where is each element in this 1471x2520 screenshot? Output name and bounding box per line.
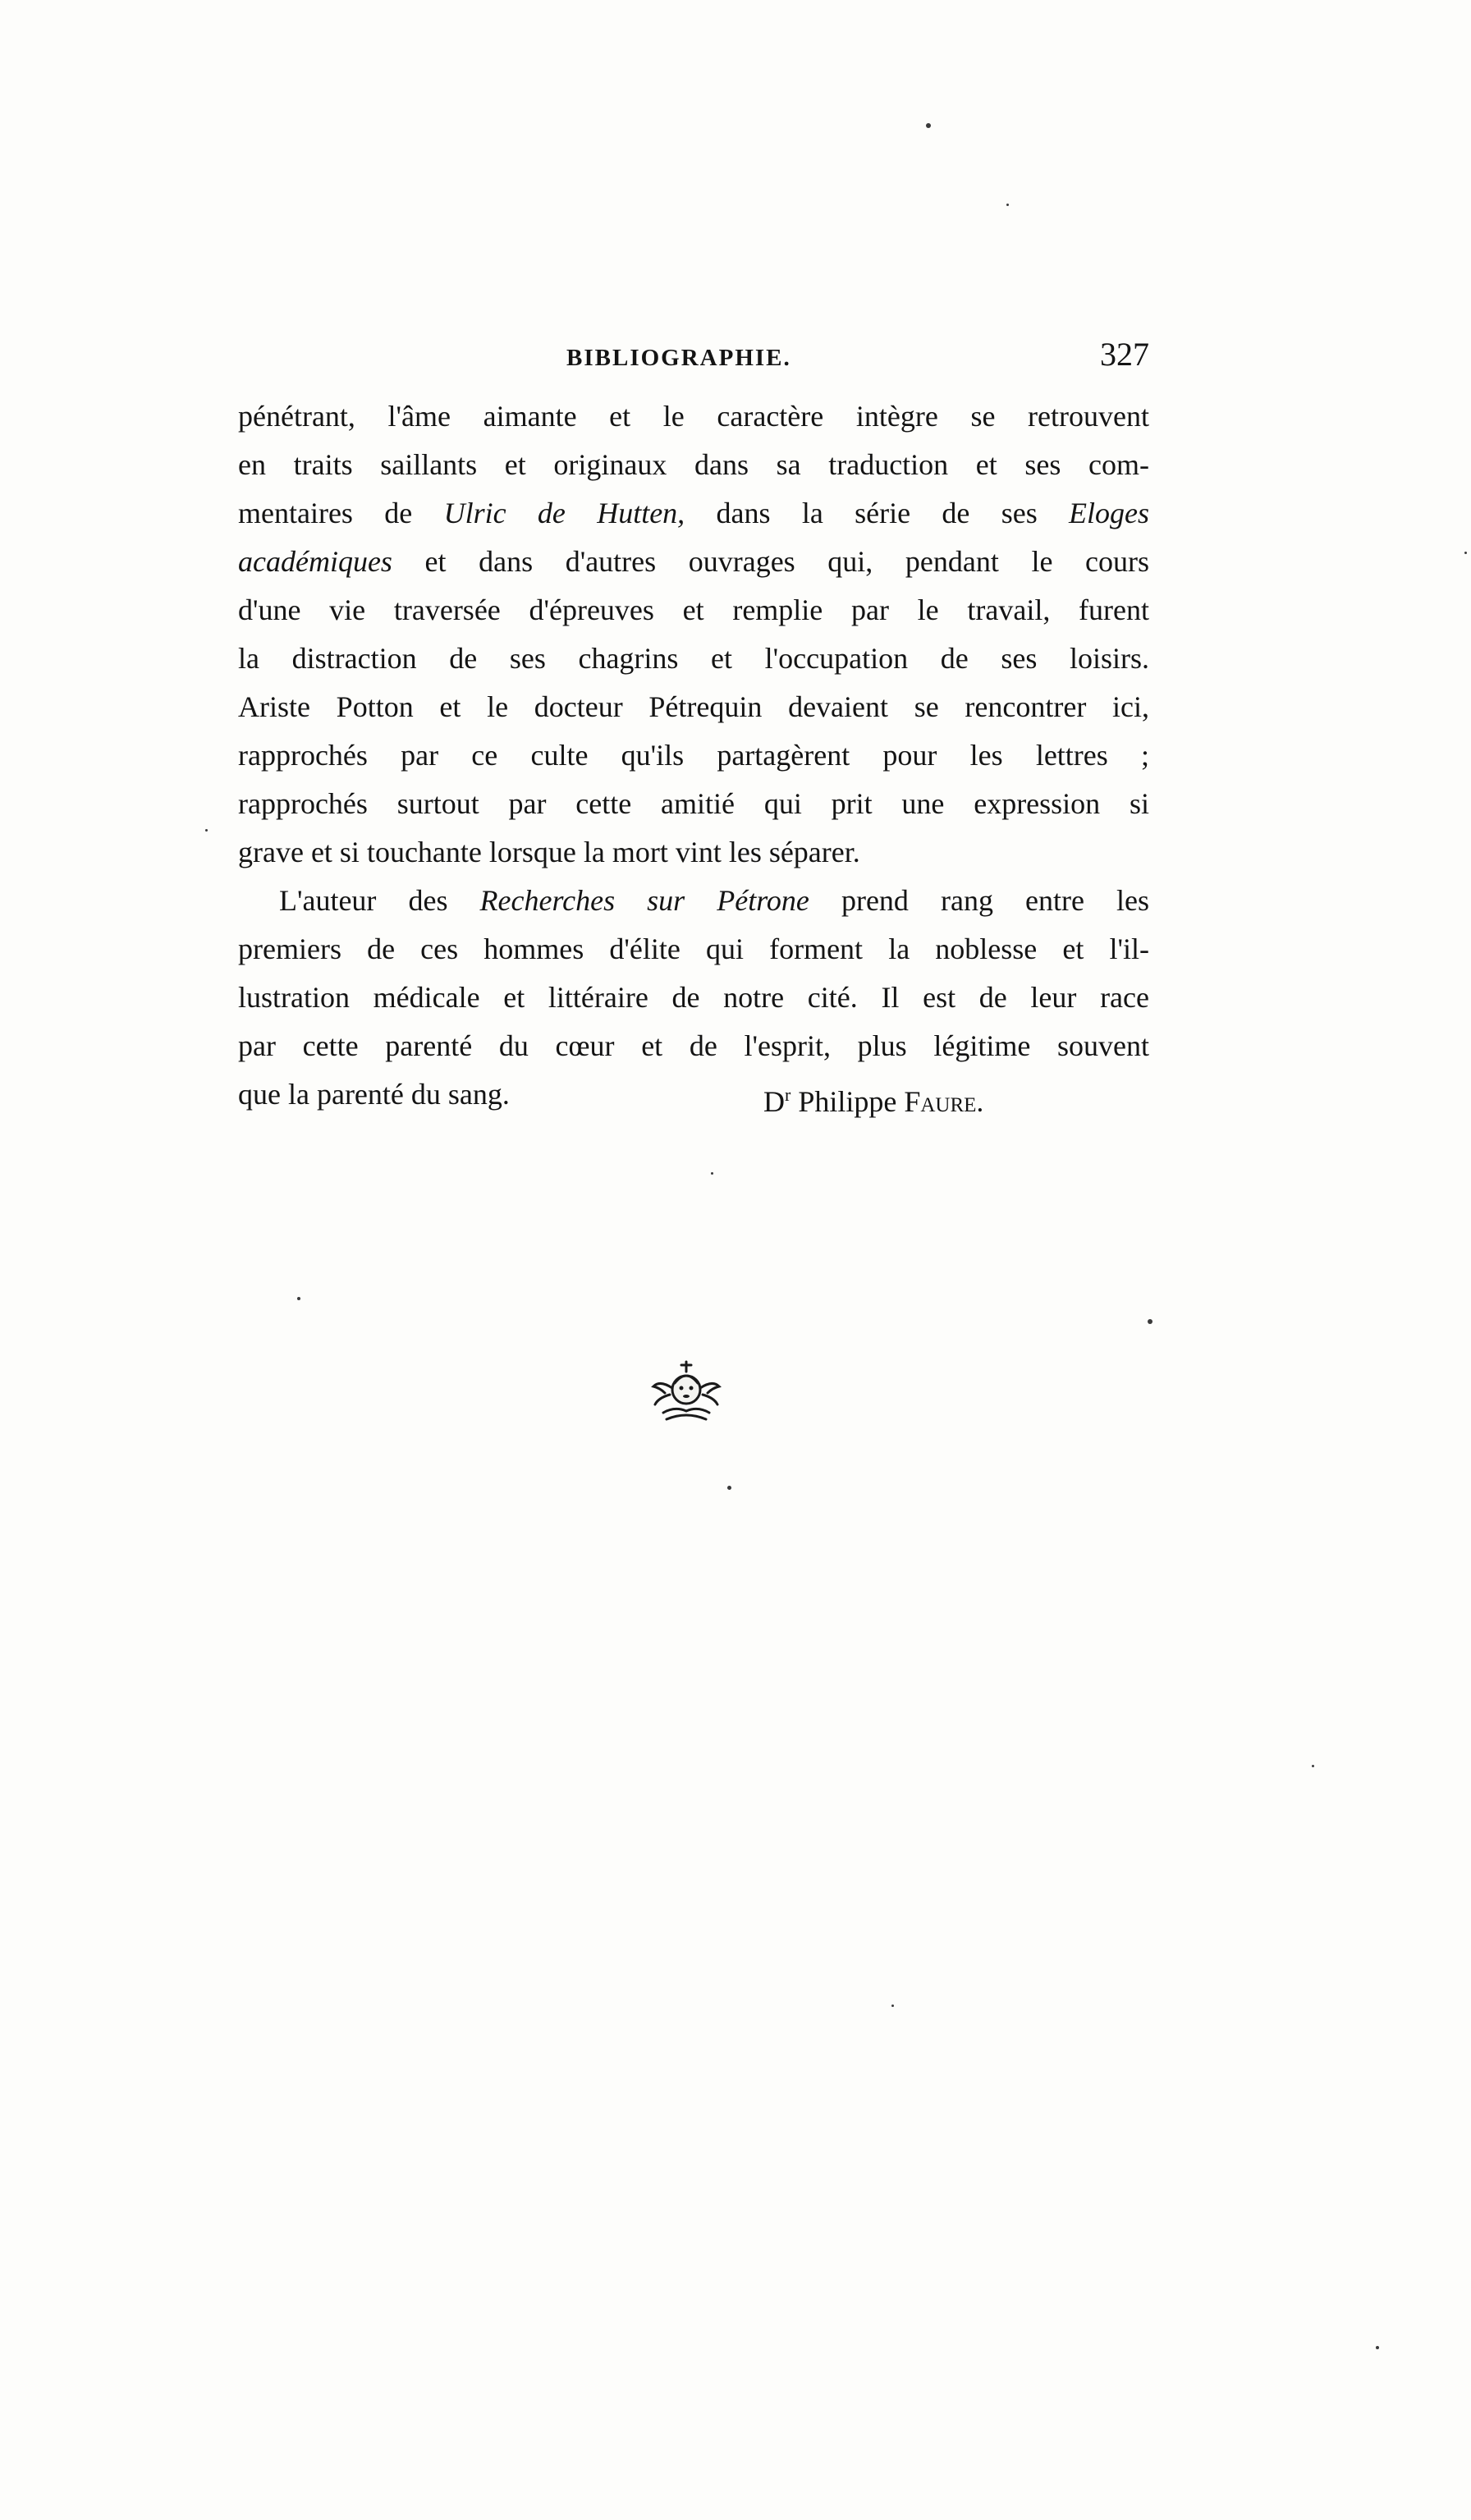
running-title: BIBLIOGRAPHIE. [566,345,791,371]
text-line: que la parenté du sang. [238,1078,510,1111]
work-title-recherches-sur-petrone: Recherches sur Pétrone [479,884,809,917]
text-line: la distraction de ses chagrins et l'occupation de ses loisirs. [238,642,1149,675]
paper-speck [1006,204,1009,206]
text-line: pénétrant, l'âme aimante et le caractère intègre se retrouvent [238,400,1149,433]
text-line [238,489,1149,538]
work-title-ulric-de-hutten: Ulric de Hutten, [443,497,685,529]
page-number: 327 [1100,336,1149,373]
text-line [238,877,1149,925]
body-text [238,392,1149,1119]
paragraph-1 [238,392,1149,877]
text-line: en traits saillants et originaux dans sa traduction et ses com- [238,448,1149,481]
author-signature [763,1070,983,1126]
text-line: lustration médicale et littéraire de notre cité. Il est de leur race [238,981,1149,1014]
text-line: premiers de ces hommes d'élite qui forment la noblesse et l'il- [238,932,1149,965]
paper-speck [891,2005,894,2007]
text-line [238,538,1149,586]
text-run: L'auteur des [279,884,480,917]
paper-speck [1376,2346,1379,2349]
signature-surname: Faure [904,1085,977,1118]
text-line: rapprochés par ce culte qu'ils partagèrent pour les lettres ; [238,739,1149,772]
running-head [238,335,1149,384]
paper-speck [926,123,931,128]
paper-speck [727,1486,731,1490]
text-line: par cette parenté du cœur et de l'esprit, plus légitime souvent [238,1029,1149,1062]
work-title-eloges: Eloges [1069,497,1150,529]
text-line: d'une vie traversée d'épreuves et remplie par le travail, furent [238,593,1149,626]
paper-speck [1312,1765,1314,1767]
text-run: et dans d'autres ouvrages qui, pendant le cours [392,545,1149,578]
signature-end: . [976,1085,984,1118]
text-line: Ariste Potton et le docteur Pétrequin devaient se rencontrer ici, [238,690,1149,723]
text-run: prend rang entre les [809,884,1150,917]
signature-title: D [763,1085,785,1118]
paper-speck [1148,1319,1153,1324]
paper-speck [711,1172,713,1175]
signature-title-sup: r [785,1084,791,1105]
paragraph-2 [238,877,1149,1119]
text-run: mentaires de [238,497,444,529]
paper-speck [205,829,208,832]
work-title-academiques: académiques [238,545,392,578]
text-line: rapprochés surtout par cette amitié qui prit une expression si [238,787,1149,820]
cherub-head-vignette-icon [645,1350,727,1432]
paper-speck [1464,552,1467,554]
text-line: grave et si touchante lorsque la mort vint les séparer. [238,836,860,868]
signature-first-name: Philippe [790,1085,905,1118]
text-run: dans la série de ses [685,497,1070,529]
paper-speck [297,1297,300,1300]
